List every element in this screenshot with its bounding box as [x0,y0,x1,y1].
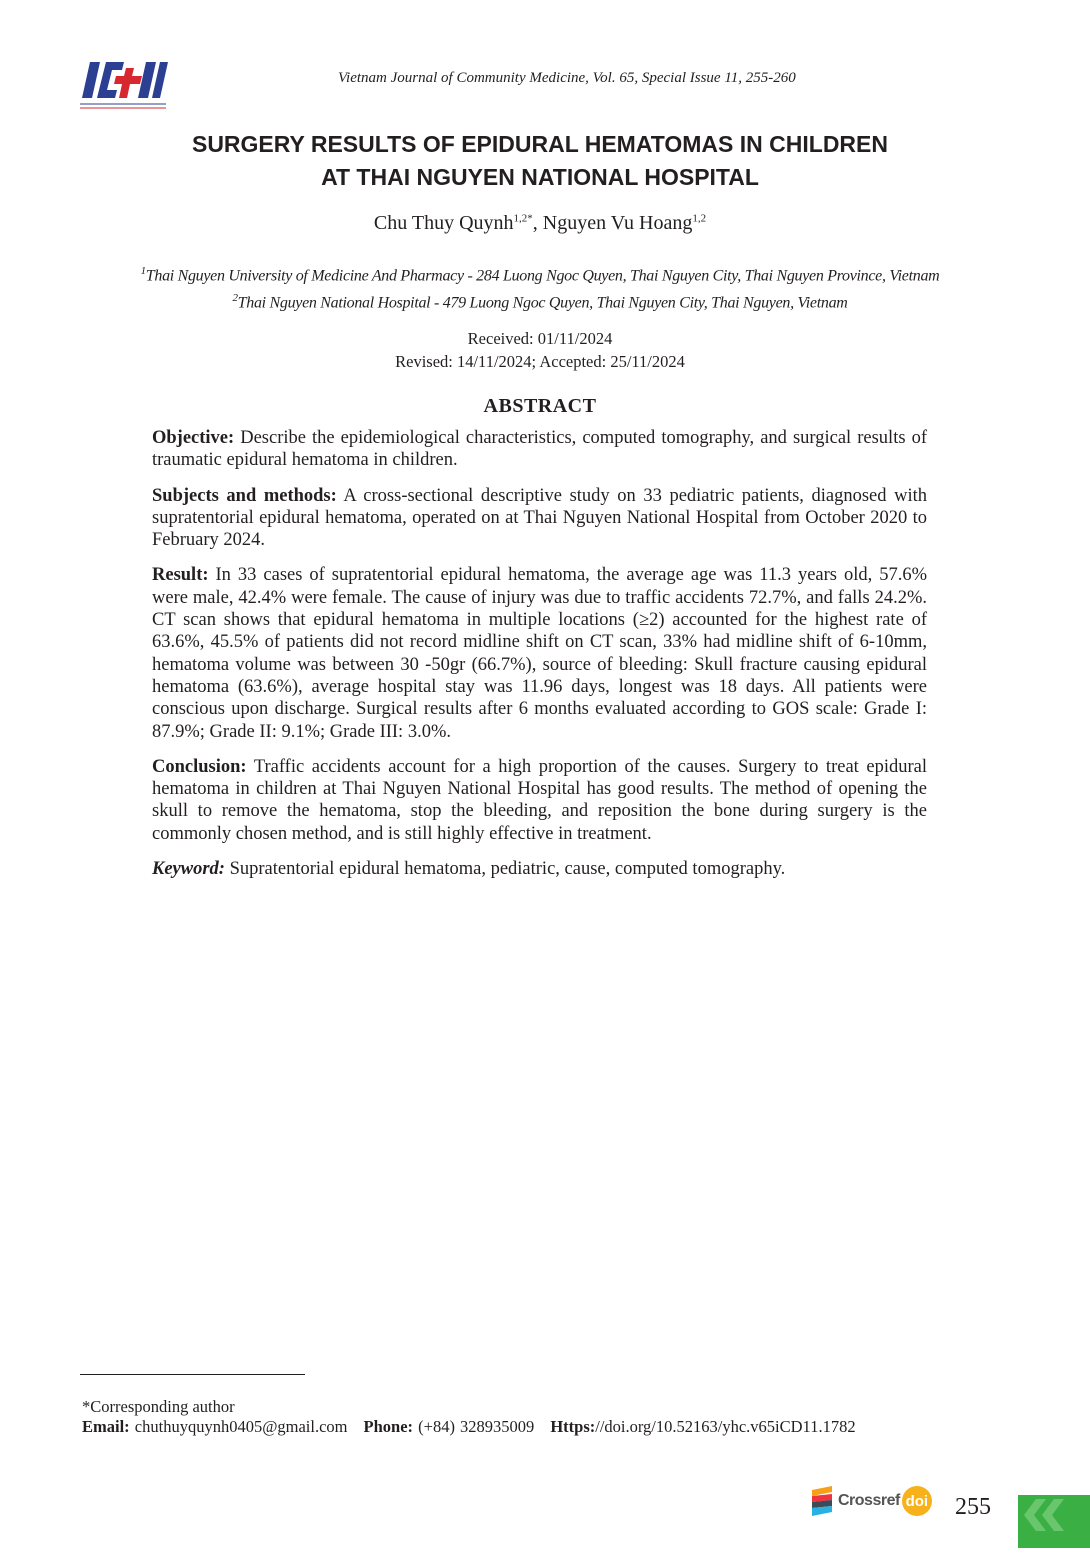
authors [0,212,1080,235]
objective [152,427,927,472]
affiliations [0,260,1080,315]
email-link[interactable]: chuthuyquynh0405@gmail.com [129,1417,348,1436]
subjects-methods [152,485,927,552]
email-label: Email: [82,1417,130,1436]
phone-value: (+84) 328935009 [413,1417,535,1436]
section-label: Subjects and methods: [152,485,337,506]
affil-text: Thai Nguyen University of Medicine And Pharmacy - 284 Luong Ngoc Quyen, Thai Nguyen City, Thai Nguyen Province, Vietnam [145,267,940,285]
doi-badge: doi [902,1486,932,1516]
contact-line [82,1417,856,1437]
title-line-1: SURGERY RESULTS OF EPIDURAL HEMATOMAS IN CHILDREN [191,131,888,157]
doi-label: Https: [550,1417,596,1436]
abstract-heading: ABSTRACT [483,395,597,417]
keyword-label: Keyword: [152,859,225,880]
conclusion [152,756,927,845]
corresponding-author-note: *Corresponding author [82,1397,235,1416]
affiliation-1 [0,260,1080,287]
section-label: Conclusion: [152,756,247,777]
section-text: A cross-sectional descriptive study on 33 pediatric patients, diagnosed with supratentorial epidural hematoma, operated on at Thai Nguyen National Hospital from October 2020 to February 2024. [152,485,927,551]
section-text: In 33 cases of supratentorial epidural hematoma, the average age was 11.3 years old, 57.6% were male, 42.4% were female. The cause of injury was due to traffic accidents 72.7%, and falls 24.2%. CT scan shows that epidural hematoma in multiple locations (≥2) accounted for the highest rate of 63.6%, 45.5% of patients did not record midline shift on CT scan, 33% had midline shift of 6-10mm, hematoma volume was between 30 -50gr (66.7%), source of bleeding: Skull fracture causing epidural hematoma (63.6%), average hospital stay was 11.96 days, longest was 18 days. All patients were conscious upon discharge. Surgical results after 6 months evaluated according to GOS scale: Grade I: 87.9%; Grade II: 9.1%; Grade III: 3.0%. [152,565,927,742]
crossref-icon [812,1486,834,1516]
affil-sup: 2 [232,292,238,305]
journal-citation: Vietnam Journal of Community Medicine, Vol. 65, Special Issue 11, 255-260 [338,70,796,86]
author-1: Chu Thuy Quynh [373,212,514,234]
dates [0,327,1080,373]
crossref-badge[interactable] [812,1486,932,1516]
affiliation-2 [0,287,1080,314]
author-1-affil: 1,2* [513,212,533,225]
affil-text: Thai Nguyen National Hospital - 479 Luong Ngoc Quyen, Thai Nguyen City, Thai Nguyen, Vietnam [237,294,848,312]
paper-title [0,128,1080,194]
received-date: Received: 01/11/2024 [467,329,613,348]
phone-label: Phone: [363,1417,414,1436]
author-separator: , [532,212,543,234]
result [152,564,927,742]
page-corner-tab [1018,1495,1090,1548]
doi-link[interactable]: //doi.org/10.52163/yhc.v65iCD11.1782 [595,1417,856,1436]
institute-logo [80,60,168,110]
section-label: Result: [152,565,209,586]
section-label: Objective: [152,428,235,448]
keywords [152,858,927,880]
keyword-text: Supratentorial epidural hematoma, pediatric, cause, computed tomography. [224,859,786,880]
affil-sup: 1 [140,265,146,277]
section-text: Traffic accidents account for a high proportion of the causes. Surgery to treat epidural hematoma in children at Thai Nguyen National Hospital has good results. The method of opening the skull to remove the hematoma, stop the bleeding, and reposition the bone during surgery is the commonly chosen method, and is still highly effective in treatment. [152,756,927,844]
crossref-label: Crossref [838,1492,900,1509]
double-chevron-left-icon [1018,1495,1090,1548]
section-text: Describe the epidemiological characteristics, computed tomography, and surgical results of traumatic epidural hematoma in children. [152,428,927,471]
page-number: 255 [955,1494,991,1520]
title-line-2: AT THAI NGUYEN NATIONAL HOSPITAL [321,164,759,190]
abstract-body [152,427,927,893]
revised-accepted-date: Revised: 14/11/2024; Accepted: 25/11/2024 [395,352,685,371]
footnote-rule [80,1374,305,1375]
author-2: Nguyen Vu Hoang [542,212,693,234]
author-2-affil: 1,2 [692,212,707,225]
